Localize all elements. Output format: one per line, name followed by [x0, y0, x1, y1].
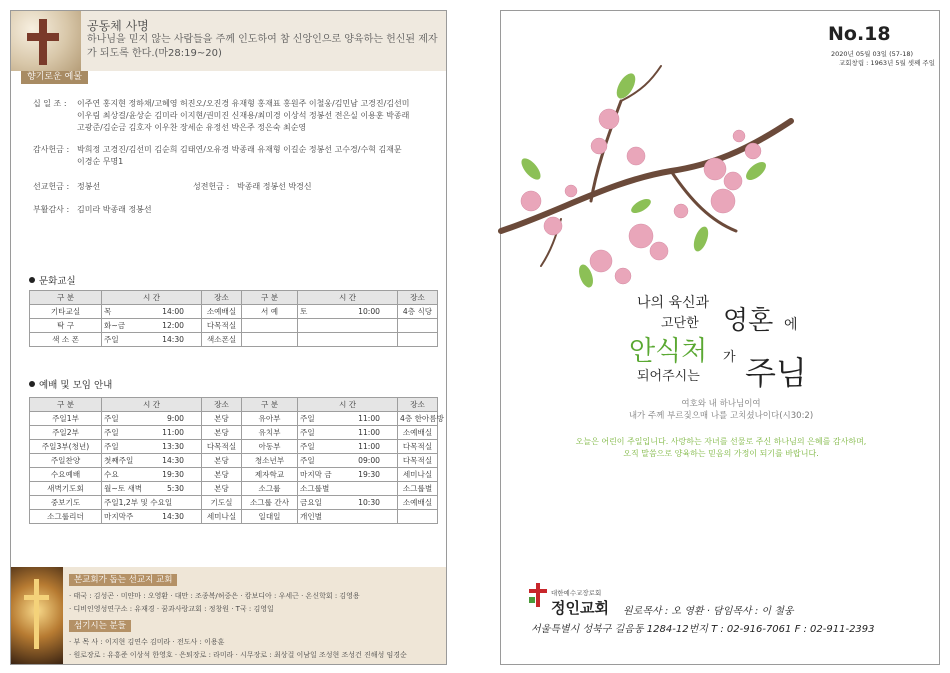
table-row	[30, 333, 438, 347]
category-cell: 제자학교	[242, 468, 298, 482]
place-cell: 본당	[202, 454, 242, 468]
place-cell: 색소폰실	[202, 333, 242, 347]
time-cell	[298, 482, 398, 496]
table-row	[30, 412, 438, 426]
day-text: 주일	[300, 442, 315, 451]
offering-names: 김미라 박종래 정봉선	[77, 205, 152, 214]
column-header: 구 분	[30, 291, 102, 305]
category-cell	[242, 333, 298, 347]
right-page	[500, 10, 940, 665]
mission-line: · 디비인영성연구소 : 유재경 · 꿈과사랑교회 : 정창원 · T국 : 김영일	[69, 605, 274, 613]
founding-date: 교회창립 : 1963년 5월 셋째 주일	[839, 59, 935, 67]
culture-table	[29, 290, 438, 347]
time-text: 14:30	[162, 512, 184, 521]
bullet-icon	[29, 381, 35, 387]
time-cell	[298, 468, 398, 482]
worship-title-text: 예배 및 모임 안내	[39, 380, 113, 391]
table-row	[30, 440, 438, 454]
category-cell: 탁 구	[30, 319, 102, 333]
category-cell: 새벽기도회	[30, 482, 102, 496]
day-text: 수요	[104, 470, 119, 479]
time-cell	[102, 440, 202, 454]
category-cell: 색 소 폰	[30, 333, 102, 347]
blossoms	[521, 109, 761, 284]
church-address: 서울특별시 성북구 길음동 1284-12번지 T : 02-916-7061 F : 02-911-2393	[531, 624, 875, 635]
category-cell: 유아부	[242, 412, 298, 426]
staff-line: · 원로장로 : 유흥준 이상석 한영호 · 은퇴장로 : 라미라 · 시무장로 : 최상걸 이남일 조성현 조성건 진해성 임경순	[69, 651, 407, 659]
place-cell: 본당	[202, 482, 242, 496]
day-text: 주일	[104, 442, 119, 451]
column-header: 구 분	[242, 398, 298, 412]
cross-icon	[39, 19, 47, 65]
time-cell	[298, 319, 398, 333]
day-text: 월~토 새벽	[104, 484, 143, 493]
cross-icon-bar	[27, 33, 59, 41]
offering-names: 박희정 고경진/김선미 김순희 김태연/오유경 박종래 유재형 이길순 정봉선 고수경/수혁 김재문	[77, 145, 402, 154]
worship-section-title	[29, 377, 112, 391]
day-text: 마지막 금	[300, 470, 332, 479]
table-row	[30, 426, 438, 440]
day-text: 주일	[104, 428, 119, 437]
place-cell	[398, 319, 438, 333]
category-cell: 아동부	[242, 440, 298, 454]
offering-label: 성전헌금 :	[193, 182, 230, 191]
column-header: 장소	[398, 291, 438, 305]
day-text: 목	[104, 307, 112, 316]
column-header: 시 간	[102, 291, 202, 305]
mission-line: · 태국 : 김성곤 · 미얀마 : 오영환 · 대만 : 조종복/허중은 · 캄보디아 : 우세근 · 온신학회 : 김영용	[69, 592, 360, 600]
bible-verse: 여호와 내 하나님이여	[681, 399, 761, 409]
category-cell: 기타교실	[30, 305, 102, 319]
issue-date: 2020년 05월 03일 (57-18)	[831, 50, 914, 58]
time-cell	[298, 305, 398, 319]
day-text: 소그룹별	[300, 484, 330, 493]
offering-values	[77, 204, 437, 216]
time-cell	[102, 496, 202, 510]
offering-values	[77, 181, 187, 193]
place-cell: 본당	[202, 426, 242, 440]
table-row	[30, 454, 438, 468]
table-row	[30, 496, 438, 510]
place-cell: 다목적실	[398, 454, 438, 468]
time-text: 14:00	[162, 307, 184, 316]
cross-photo	[11, 11, 81, 71]
time-text: 10:30	[358, 498, 380, 507]
column-header: 장소	[202, 398, 242, 412]
place-cell: 기도실	[202, 496, 242, 510]
time-text: 9:00	[166, 414, 184, 423]
day-text: 토	[300, 307, 308, 316]
mission-header	[11, 11, 446, 71]
table-row	[30, 510, 438, 524]
time-cell	[102, 510, 202, 524]
time-text: 11:00	[358, 414, 380, 423]
time-cell	[298, 454, 398, 468]
day-text: 주일	[104, 335, 119, 344]
place-cell: 소예배실	[398, 496, 438, 510]
category-cell	[242, 319, 298, 333]
time-cell	[298, 333, 398, 347]
denomination: 대한예수교장로회	[551, 589, 602, 597]
place-cell: 소그룹별	[398, 482, 438, 496]
offering-names: 이우림 최상걸/윤상순 김미라 이지현/권미진 신재용/최미경 이상석 정봉선 전은실 이용훈 박종래	[77, 111, 410, 120]
calligraphy-line: 나의 육신과	[637, 295, 710, 311]
place-cell	[398, 333, 438, 347]
cross-icon-bar	[24, 595, 49, 600]
time-text: 11:00	[358, 428, 380, 437]
time-text: 5:30	[166, 484, 184, 493]
place-cell: 소예배실	[398, 426, 438, 440]
pastors: 원로목사 : 오 영환 · 담임목사 : 이 철웅	[623, 606, 794, 617]
table-row	[30, 319, 438, 333]
day-text: 마지막주	[104, 512, 134, 521]
column-header: 시 간	[102, 398, 202, 412]
day-text: 금요일	[300, 498, 323, 507]
day-text: 주일	[300, 428, 315, 437]
bullet-icon	[29, 277, 35, 283]
calligraphy-line: 에	[784, 317, 798, 333]
weekly-message: 오직 말씀으로 양육하는 믿음의 가정이 되기를 바랍니다.	[623, 449, 819, 458]
offering-names: 이주연 홍지현 정하채/고혜영 허진오/오진경 유재형 홍재표 홍원주 이철웅/김민남 고경진/김선미	[77, 99, 410, 108]
staff-tag: 섬기시는 분들	[69, 620, 131, 632]
time-text: 10:00	[358, 307, 380, 316]
calligraphy-line: 되어주시는	[637, 369, 700, 384]
place-cell: 세미나실	[398, 468, 438, 482]
column-header: 장소	[202, 291, 242, 305]
offering-label: 감사헌금 :	[33, 145, 70, 154]
worship-table	[29, 397, 444, 524]
table-header-row	[30, 291, 438, 305]
place-cell: 4층 식당	[398, 305, 438, 319]
weekly-message: 오늘은 어린이 주일입니다. 사랑하는 자녀를 선물로 주신 하나님의 은혜를 감사하며,	[575, 437, 867, 446]
church-logo-icon	[529, 583, 547, 607]
offering-tag: 향기로운 예물	[21, 71, 88, 84]
blossom-branch-illustration	[501, 61, 801, 321]
staff-line: · 부 목 사 : 이지현 김연수 김미라 · 전도사 : 이용훈	[69, 638, 225, 646]
cross-icon	[34, 579, 39, 649]
left-page	[10, 10, 447, 665]
place-cell: 소예배실	[202, 305, 242, 319]
time-text: 11:00	[162, 428, 184, 437]
time-text: 19:30	[162, 470, 184, 479]
mission-text: 하나님을 믿지 않는 사람들을 주께 인도하여 참 신앙인으로 양육하는 헌신된 제자가 되도록 한다.(마28:19~20)	[87, 34, 438, 59]
day-text: 주일	[300, 414, 315, 423]
offering-names: 이경순 무명1	[77, 157, 124, 166]
day-text: 첫째주일	[104, 456, 134, 465]
column-header: 장소	[398, 398, 438, 412]
category-cell: 소그룹 간사	[242, 496, 298, 510]
offering-values	[77, 144, 437, 168]
logo-cross-vertical	[536, 583, 540, 607]
logo-leaf	[529, 597, 535, 603]
day-text: 주일1,2부 및 수요일	[104, 498, 173, 507]
bible-verse: 내가 주께 부르짖으매 나를 고치셨나이다(시30:2)	[628, 411, 814, 421]
calligraphy-line: 안식처	[629, 336, 708, 367]
category-cell: 중보기도	[30, 496, 102, 510]
category-cell: 서 예	[242, 305, 298, 319]
time-cell	[298, 412, 398, 426]
offering-names: 정봉선	[77, 182, 101, 191]
time-cell	[102, 426, 202, 440]
offering-values	[237, 181, 417, 193]
time-cell	[102, 333, 202, 347]
time-cell	[102, 305, 202, 319]
day-text: 주일	[104, 414, 119, 423]
time-cell	[102, 412, 202, 426]
time-text: 11:00	[358, 442, 380, 451]
day-text: 개인별	[300, 512, 323, 521]
culture-title-text: 문화교실	[39, 276, 76, 287]
church-name: 정인교회	[551, 599, 609, 617]
time-cell	[298, 496, 398, 510]
column-header: 구 분	[30, 398, 102, 412]
category-cell: 소그룹	[242, 482, 298, 496]
table-row	[30, 468, 438, 482]
calligraphy-line: 주님	[745, 354, 807, 392]
time-cell	[298, 426, 398, 440]
category-cell: 주일1부	[30, 412, 102, 426]
candle-cross-photo	[11, 567, 63, 664]
category-cell: 주일2부	[30, 426, 102, 440]
category-cell: 유치부	[242, 426, 298, 440]
place-cell: 4층 한아름방	[398, 412, 438, 426]
time-text: 09:00	[358, 456, 380, 465]
mission-title: 공동체 사명	[87, 19, 149, 33]
category-cell: 주일찬양	[30, 454, 102, 468]
time-text: 13:30	[162, 442, 184, 451]
category-cell: 청소년부	[242, 454, 298, 468]
category-cell: 소그룹리더	[30, 510, 102, 524]
table-row	[30, 482, 438, 496]
offering-values	[77, 98, 437, 134]
place-cell: 다목적실	[202, 319, 242, 333]
time-text: 14:30	[162, 335, 184, 344]
offering-names: 박종래 정봉선 박경신	[237, 182, 312, 191]
time-cell	[102, 482, 202, 496]
offering-names: 고광준/김순금 김호자 이우찬 장세순 유정선 박은주 정은숙 최순영	[77, 123, 307, 132]
column-header: 구 분	[242, 291, 298, 305]
issue-number: No.18	[828, 23, 891, 45]
logo-cross-horizontal	[529, 589, 547, 593]
calligraphy-line: 고단한	[661, 316, 699, 331]
category-cell: 수요예배	[30, 468, 102, 482]
category-cell: 일대일	[242, 510, 298, 524]
calligraphy-line: 가	[723, 350, 736, 365]
day-text: 주일	[300, 456, 315, 465]
place-cell: 다목적실	[202, 440, 242, 454]
time-cell	[102, 454, 202, 468]
offering-label: 부활감사 :	[33, 205, 70, 214]
time-cell	[298, 440, 398, 454]
time-cell	[102, 319, 202, 333]
place-cell: 본당	[202, 412, 242, 426]
place-cell: 다목적실	[398, 440, 438, 454]
time-cell	[102, 468, 202, 482]
culture-section-title	[29, 273, 76, 287]
column-header: 시 간	[298, 291, 398, 305]
table-row	[30, 305, 438, 319]
place-cell	[398, 510, 438, 524]
day-text: 화~금	[104, 321, 126, 330]
category-cell: 주일3부(청년)	[30, 440, 102, 454]
calligraphy-line: 영혼	[723, 306, 774, 336]
table-header-row	[30, 398, 438, 412]
time-text: 14:30	[162, 456, 184, 465]
time-cell	[298, 510, 398, 524]
time-text: 12:00	[162, 321, 184, 330]
mission-support-tag: 본교회가 돕는 선교지 교회	[69, 574, 177, 586]
footer-panel	[11, 567, 446, 664]
column-header: 시 간	[298, 398, 398, 412]
time-text: 19:30	[358, 470, 380, 479]
place-cell: 세미나실	[202, 510, 242, 524]
offering-label: 십 일 조 :	[33, 99, 67, 108]
place-cell: 본당	[202, 468, 242, 482]
offering-label: 선교헌금 :	[33, 182, 70, 191]
